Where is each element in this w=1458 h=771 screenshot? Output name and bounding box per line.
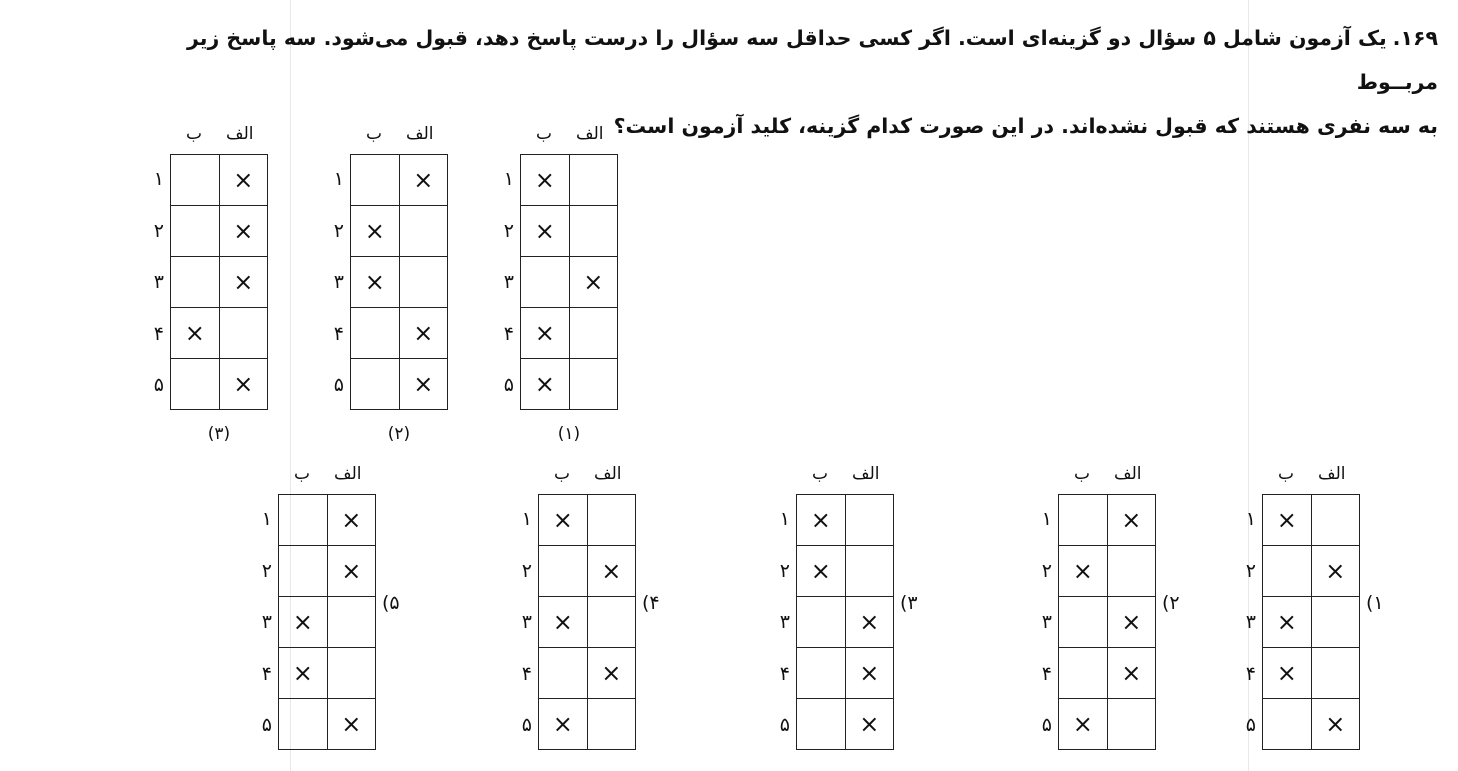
cell-alef-5: × [327,699,376,750]
table-row [351,359,448,410]
cell-alef-2: × [587,546,636,597]
cell-be-4 [797,648,846,699]
row-number-1: ۱ [779,508,790,530]
table-row [279,495,376,546]
column-headers [350,124,448,150]
cell-alef-4 [327,648,376,699]
cell-be-5 [351,359,400,410]
table-row [351,155,448,206]
row-number-4: ۴ [153,322,164,345]
column-header-alef: الف [226,124,254,144]
question-line-1-text: یک آزمون شامل ۵ سؤال دو گزینه‌ای است. اگر کسی حداقل سه سؤال را درست پاسخ دهد، قبول می‌شود. سه پاسخ زیر مربــوط [187,26,1438,94]
cell-be-2: × [351,206,400,257]
table-row [797,495,894,546]
cell-alef-2 [845,546,894,597]
row-number-2: ۲ [779,559,790,582]
column-header-alef: الف [334,464,362,484]
row-number-4: ۴ [333,322,344,345]
cell-be-3: × [1263,597,1312,648]
column-headers [278,464,376,490]
row-number-2: ۲ [333,219,344,242]
row-number-1: ۱ [1041,508,1052,530]
cell-be-5 [797,699,846,750]
cell-alef-4: × [845,648,894,699]
row-number-1: ۱ [153,168,164,190]
cell-alef-3: × [845,597,894,648]
cell-alef-4: × [587,648,636,699]
table-row [351,206,448,257]
table-row [279,648,376,699]
table-row [521,359,618,410]
response-caption: (۱) [557,424,581,444]
row-number-5: ۵ [521,714,532,736]
row-number-5: ۵ [261,714,272,736]
column-header-alef: الف [406,124,434,144]
column-headers [520,124,618,150]
cell-be-3: × [539,597,588,648]
cell-alef-3 [587,597,636,648]
answer-table [350,154,448,410]
cell-be-4: × [1263,648,1312,699]
table-row [1263,699,1360,750]
cell-be-3: × [279,597,328,648]
row-number-1: ۱ [503,168,514,190]
option-label[interactable]: (۲ [1162,592,1180,614]
table-row [539,495,636,546]
cell-alef-5: × [845,699,894,750]
column-header-alef: الف [576,124,604,144]
cell-alef-2: × [219,206,268,257]
cell-alef-2 [569,206,618,257]
table-row [171,308,268,359]
column-headers [538,464,636,490]
column-headers [170,124,268,150]
table-row [1059,597,1156,648]
cell-be-2: × [521,206,570,257]
question-line-2: به سه نفری هستند که قبول نشده‌اند. در این صورت کدام گزینه، کلید آزمون است؟ [613,114,1438,138]
cell-alef-3 [327,597,376,648]
row-number-2: ۲ [1041,559,1052,582]
row-number-3: ۳ [153,271,164,293]
cell-be-2 [539,546,588,597]
cell-be-4: × [279,648,328,699]
table-row [171,206,268,257]
column-header-be: ب [366,124,383,144]
cell-be-5 [1263,699,1312,750]
cell-be-2 [1263,546,1312,597]
row-number-2: ۲ [261,559,272,582]
cell-alef-3: × [569,257,618,308]
table-row [351,257,448,308]
row-numbers [1228,494,1256,752]
cell-alef-1: × [327,495,376,546]
question-number: ۱۶۹. [1392,26,1438,50]
answer-table [1262,494,1360,750]
row-number-2: ۲ [153,219,164,242]
cell-be-1: × [539,495,588,546]
cell-alef-5: × [399,359,448,410]
row-number-4: ۴ [1245,662,1256,685]
column-headers [1262,464,1360,490]
table-row [521,206,618,257]
table-row [171,359,268,410]
column-header-alef: الف [594,464,622,484]
cell-alef-5 [587,699,636,750]
answer-table [796,494,894,750]
row-numbers [504,494,532,752]
table-row [1059,546,1156,597]
table-row [797,648,894,699]
cell-be-4 [1059,648,1108,699]
table-row [797,699,894,750]
row-number-1: ۱ [261,508,272,530]
cell-alef-2 [1107,546,1156,597]
row-number-3: ۳ [779,611,790,633]
table-row [1059,648,1156,699]
column-header-be: ب [812,464,829,484]
table-row [539,546,636,597]
table-row [351,308,448,359]
row-number-2: ۲ [1245,559,1256,582]
row-numbers [762,494,790,752]
cell-alef-5 [569,359,618,410]
cell-be-5 [171,359,220,410]
row-numbers [316,154,344,412]
table-row [1263,546,1360,597]
answer-table [520,154,618,410]
cell-be-1: × [1263,495,1312,546]
row-number-3: ۳ [521,611,532,633]
cell-alef-1 [587,495,636,546]
table-row [1263,648,1360,699]
answer-table [170,154,268,410]
cell-alef-4: × [1107,648,1156,699]
row-number-4: ۴ [779,662,790,685]
cell-alef-3: × [1107,597,1156,648]
row-number-5: ۵ [779,714,790,736]
row-number-2: ۲ [521,559,532,582]
cell-be-2: × [797,546,846,597]
table-row [171,155,268,206]
cell-be-5: × [539,699,588,750]
cell-alef-1 [845,495,894,546]
cell-be-4 [351,308,400,359]
table-row [521,155,618,206]
cell-alef-2: × [327,546,376,597]
row-number-5: ۵ [1041,714,1052,736]
cell-be-3 [171,257,220,308]
table-row [539,648,636,699]
option-label[interactable]: (۱ [1366,592,1384,614]
column-headers [1058,464,1156,490]
cell-be-4: × [171,308,220,359]
cell-alef-5: × [219,359,268,410]
column-header-be: ب [1074,464,1091,484]
row-number-4: ۴ [261,662,272,685]
column-header-alef: الف [1318,464,1346,484]
cell-be-1 [279,495,328,546]
cell-alef-1 [1311,495,1360,546]
cell-be-2 [279,546,328,597]
cell-be-1 [1059,495,1108,546]
cell-be-5 [279,699,328,750]
table-row [539,699,636,750]
cell-be-2 [171,206,220,257]
cell-be-1 [171,155,220,206]
table-row [797,546,894,597]
cell-alef-1: × [219,155,268,206]
column-header-be: ب [554,464,571,484]
question-text [138,16,1438,148]
cell-be-4: × [521,308,570,359]
cell-be-3: × [351,257,400,308]
column-header-be: ب [186,124,203,144]
cell-alef-5 [1107,699,1156,750]
cell-be-1: × [521,155,570,206]
column-header-be: ب [536,124,553,144]
cell-be-1: × [797,495,846,546]
cell-alef-1: × [399,155,448,206]
table-row [521,308,618,359]
option-label[interactable]: (۳ [900,592,918,614]
cell-alef-4 [219,308,268,359]
cell-alef-3: × [219,257,268,308]
cell-be-5: × [521,359,570,410]
cell-alef-3 [399,257,448,308]
row-number-1: ۱ [1245,508,1256,530]
option-label[interactable]: (۴ [642,592,660,614]
cell-be-1 [351,155,400,206]
cell-be-2: × [1059,546,1108,597]
table-row [797,597,894,648]
answer-table [538,494,636,750]
table-row [279,597,376,648]
cell-be-3 [797,597,846,648]
row-number-3: ۳ [261,611,272,633]
column-headers [796,464,894,490]
row-number-3: ۳ [503,271,514,293]
row-number-5: ۵ [333,374,344,396]
column-header-alef: الف [1114,464,1142,484]
cell-alef-5: × [1311,699,1360,750]
cell-alef-3 [1311,597,1360,648]
table-row [279,699,376,750]
cell-alef-4 [569,308,618,359]
answer-table [278,494,376,750]
column-header-be: ب [1278,464,1295,484]
row-number-5: ۵ [503,374,514,396]
cell-be-4 [539,648,588,699]
row-number-1: ۱ [333,168,344,190]
question-line-1 [138,16,1438,104]
row-number-2: ۲ [503,219,514,242]
cell-be-3 [1059,597,1108,648]
cell-alef-1: × [1107,495,1156,546]
row-number-3: ۳ [333,271,344,293]
table-row [521,257,618,308]
row-numbers [1024,494,1052,752]
table-row [1263,495,1360,546]
row-number-4: ۴ [1041,662,1052,685]
response-caption: (۲) [387,424,411,444]
column-header-alef: الف [852,464,880,484]
table-row [1059,699,1156,750]
table-row [1263,597,1360,648]
row-numbers [486,154,514,412]
row-number-3: ۳ [1245,611,1256,633]
cell-alef-2 [399,206,448,257]
row-number-4: ۴ [521,662,532,685]
row-numbers [136,154,164,412]
row-number-5: ۵ [153,374,164,396]
column-header-be: ب [294,464,311,484]
cell-alef-4 [1311,648,1360,699]
row-number-4: ۴ [503,322,514,345]
cell-alef-4: × [399,308,448,359]
row-numbers [244,494,272,752]
table-row [171,257,268,308]
cell-alef-2: × [1311,546,1360,597]
option-label[interactable]: (۵ [382,592,400,614]
cell-alef-1 [569,155,618,206]
row-number-3: ۳ [1041,611,1052,633]
table-row [539,597,636,648]
cell-be-3 [521,257,570,308]
row-number-1: ۱ [521,508,532,530]
response-caption: (۳) [207,424,231,444]
table-row [1059,495,1156,546]
answer-table [1058,494,1156,750]
table-row [279,546,376,597]
cell-be-5: × [1059,699,1108,750]
row-number-5: ۵ [1245,714,1256,736]
